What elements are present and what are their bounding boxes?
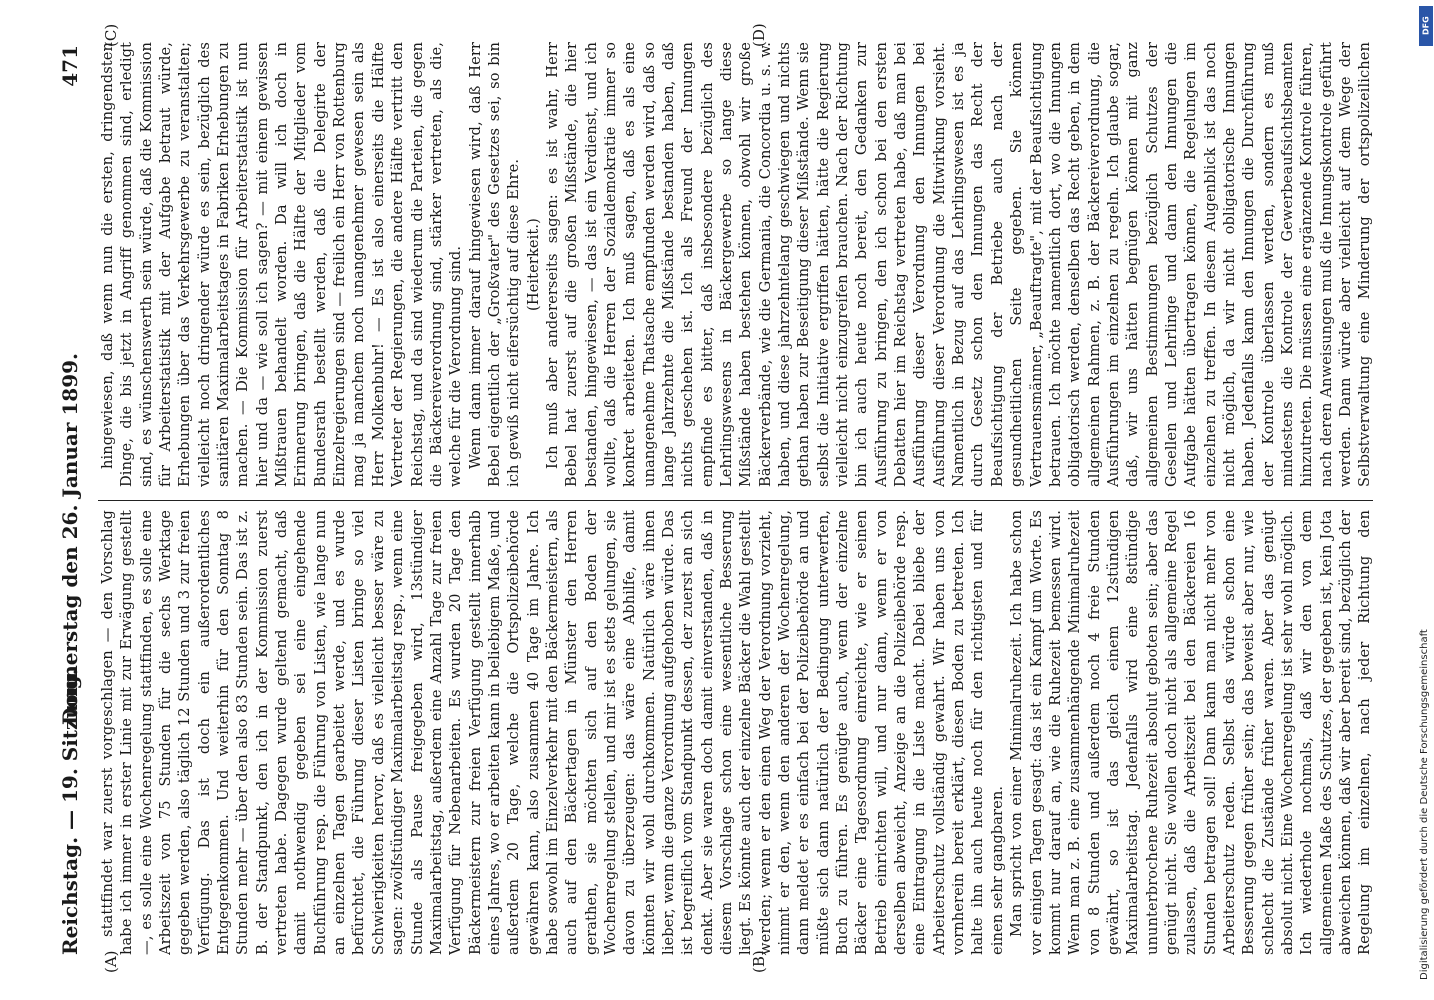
- right-column: [98, 42, 1373, 487]
- right-interjection: (Heiterkeit.): [524, 218, 542, 311]
- header-session: Reichstag. — 19. Sitzung.: [58, 668, 82, 955]
- digitization-note: Digitalisierung gefördert durch die Deutsche Forschungsgemeinschaft: [1419, 629, 1430, 980]
- right-paragraph-1: hingewiesen, daß wenn nun die ersten, dringendsten Dinge, die bis jetzt in Angriff genommen sind, erledigt sind, es wünschenswerth sein würde, daß die Kommission für Arbeiterstatistik mit der Aufgabe betraut würde, Erhebungen über das Verkehrsgewerbe zu veranstalten; vielleicht noch dringender würde es sein, bezüglich des sanitären Maximalarbeitstages in Fabriken Erhebungen zu machen. — Die Kommission für Arbeiterstatistik ist nun hier und da — wie soll ich sagen? — mit einem gewissen Mißtrauen behandelt worden. Da will ich doch in Erinnerung bringen, daß die Hälfte der Mitglieder vom Bundesrath bestellt werden, daß die Delegirte der Einzelregierungen sind — freilich ein Herr von Rottenburg mag ja manchem noch unangenehmer gewesen sein als Herr Molkenbuhr! — Es ist also einerseits die Hälfte Vertreter der Regierungen, die andere Hälfte vertritt den Reichstag, und da sind wiederum die Parteien, die gegen die Bäckereiverordnung sind, stärker vertreten, als die, welche für die Verordnung sind.: [99, 42, 465, 487]
- page-header: [58, 45, 92, 955]
- document-page: [50, 25, 1390, 975]
- column-divider: [98, 500, 1373, 501]
- dfg-logo: DFG: [1419, 6, 1433, 46]
- left-column: [98, 510, 1373, 955]
- right-paragraph-3: Ich muß aber andererseits sagen: es ist wahr, Herr Bebel hat zuerst auf die großen Mißstände, die hier bestanden, hingewiesen, — das ist ein Verdienst, und ich wollte, daß die Herren der Sozialdemokratie immer so konkret arbeiteten. Ich muß sagen, daß es als eine unangenehme Thatsache empfunden werden wird, daß so lange Jahrzehnte die Mißstände bestanden haben, daß nichts geschehen ist. Ich als Freund der Innungen empfinde es bitter, daß insbesondere bezüglich des Lehrlingswesens in Bäckergewerbe so lange diese Mißstände haben bestehen können, obwohl wir große Bäckerverbände, wie die Germania, die Concordia u. s. w. haben, und diese jahrzehntelang geschwiegen und nichts gethan haben zur Beseitigung dieser Mißstände. Wenn sie selbst die Initiative ergriffen hätten, hätte die Regierung vielleicht nicht einzugreifen brauchen. Nach der Richtung bin ich auch heute noch bereit, den Gedanken zur Ausführung zu bringen, den ich schon bei den ersten Debatten hier im Reichstag vertreten habe, daß man bei Ausführung dieser Verordnung den Innungen bei Ausführung dieser Verordnung die Mitwirkung vorsieht. Namentlich in Bezug auf das Lehrlingswesen ist es ja durch Gesetz schon den Innungen das Recht der Beaufsichtigung der Betriebe auch nach der gesundheitlichen Seite gegeben. Sie können Vertrauensmänner, „Beauftragte", mit der Beaufsichtigung betrauen. Ich möchte namentlich dort, wo die Innungen obligatorisch werden, denselben das Recht geben, in dem allgemeinen Rahmen, z. B. der Bäckereiverordnung, die Ausführungen im einzelnen zu regeln. Ich glaube sogar, daß, wir uns hätten begnügen können mit ganz allgemeinen Bestimmungen bezüglich Schutzes der Gesellen und Lehrlinge und dann den Innungen die Aufgabe hätten übertragen können, die Regelungen im einzelnen zu treffen. In diesem Augenblick ist das noch nicht möglich, da wir nicht obligatorische Innungen haben. Jedenfalls kann den Innungen die Durchführung der Kontrole überlassen werden, sondern es muß mindestens die Kontrole der Gewerbeaufsichtsbeamten hinzutreten. Die müssen eine ergänzende Kontrole führen, nach deren Anweisungen muß die Innungskontrole geführt werden. Dann würde aber vielleicht auf dem Wege der Selbstverwaltung eine Minderung der ortspolizeilichen: [543, 42, 1373, 487]
- right-paragraph-2: Wenn dann immer darauf hingewiesen wird, daß Herr Bebel eigentlich der „Großvater" des Gesetzes sei, so bin ich gewiß nicht eifersüchtig auf diese Ehre.: [466, 42, 523, 487]
- marker-b: (B): [750, 950, 768, 973]
- marker-c: (C): [102, 23, 120, 47]
- page-number: 471: [58, 45, 82, 87]
- header-date: Donnerstag den 26. Januar 1899.: [58, 353, 82, 725]
- marker-a: (A): [102, 950, 120, 973]
- left-paragraph-2: Man spricht von einer Minimalruhezeit. Ich habe schon vor einigen Tagen gesagt: das ist ein Kampf um Worte. Es kommt nur darauf an, wie die Ruhezeit bemessen wird. Wenn man z. B. eine zusammenhängende Minimalruhezeit von 8 Stunden und außerdem noch 4 freie Stunden gewährt, so ist das gleich einem 12stündigen Maximalarbeitstag. Jedenfalls wird eine 8stündige ununterbrochene Ruhezeit absolut geboten sein; aber das genügt nicht. Sie wollen doch nicht als allgemeine Regel zulassen, daß die Arbeitszeit bei den Bäckereien 16 Stunden betragen soll! Dann kann man nicht mehr von Arbeiterschutz reden. Selbst das würde schon eine Besserung gegen früher sein; das beweist aber nur, wie schlecht die Zustände früher waren. Aber das genügt absolut nicht. Eine Wochenregelung ist sehr wohl möglich. Ich wiederhole nochmals, daß wir den von dem allgemeinen Maße des Schutzes, der gegeben ist, kein Jota abweichen können, daß wir aber bereit sind, bezüglich der Regelung im einzelnen, nach jeder Richtung den: [1008, 510, 1373, 955]
- marker-d: (D): [750, 23, 768, 47]
- left-paragraph-1: stattfindet war zuerst vorgeschlagen — den Vorschlag habe ich immer in erster Linie mit zur Erwägung gestellt —, es solle eine Wochenregelung stattfinden, es solle eine Arbeitszeit von 75 Stunden für die sechs Werktage gegeben werden, also täglich 12 Stunden und 3 zur freien Verfügung. Das ist doch ein außerordentliches Entgegenkommen. Und weiterhin für den Sonntag 8 Stunden mehr — über den also 83 Stunden sein. Das ist z. B. der Standpunkt, den ich in der Kommission zuerst vertreten habe. Dagegen wurde geltend gemacht, daß damit nothwendig gegeben sei eine eingehende Buchführung resp. die Führung von Listen, wie lange nun an einzelnen Tagen gearbeitet werde, und es wurde befürchtet, die Führung dieser Listen bringe so viel Schwierigkeiten hervor, daß es vielleicht besser wäre zu sagen: zwölfstündiger Maximalarbeitstag resp., wenn eine Stunde als Pause freigegeben wird, 13stündiger Maximalarbeitstag, außerdem eine Anzahl Tage zur freien Verfügung für Nebenarbeiten. Es wurden 20 Tage den Bäckermeistern zur freien Verfügung gestellt innerhalb eines Jahres, wo er arbeiten kann in beliebigem Maße, und außerdem 20 Tage, welche die Ortspolizeibehörde gewähren kann, also zusammen 40 Tage im Jahre. Ich habe sowohl im Einzelverkehr mit den Bäckermeistern, als auch auf den Bäckertagen in Münster den Herren gerathen, sie möchten sich auf den Boden der Wochenregelung stellen, und mir ist es stets gelungen, sie davon zu überzeugen: das wäre eine Abhilfe, damit könnten wir wohl durchkommen. Natürlich wäre ihnen lieber, wenn die ganze Verordnung aufgehoben würde. Das ist begreiflich vom Standpunkt dessen, der zuerst an sich denkt. Aber sie waren doch damit einverstanden, daß in diesem Vorschlage schon eine wesentliche Besserung liegt. Es könnte auch der einzelne Bäcker die Wahl gestellt werden; wenn er den einen Weg der Verordnung vorzieht, nimmt er den, wenn den anderen der Wochenregelung, dann meldet er es einfach bei der Polizeibehörde an und müßte sich dann natürlich der Bedingung unterwerfen, Buch zu führen. Es genügte auch, wenn der einzelne Bäcker eine Tagesordnung einreichte, wie er seinen Betrieb einrichten will, und nur dann, wenn er von derselben abweicht, Anzeige an die Polizeibehörde resp. eine Eintragung in die Liste macht. Dabei bliebe der Arbeiterschutz vollständig gewahrt. Wir haben uns von vornherein bereit erklärt, diesen Boden zu betreten. Ich halte ihn auch heute noch für den richtigsten und für einen sehr gangbaren.: [99, 510, 1006, 955]
